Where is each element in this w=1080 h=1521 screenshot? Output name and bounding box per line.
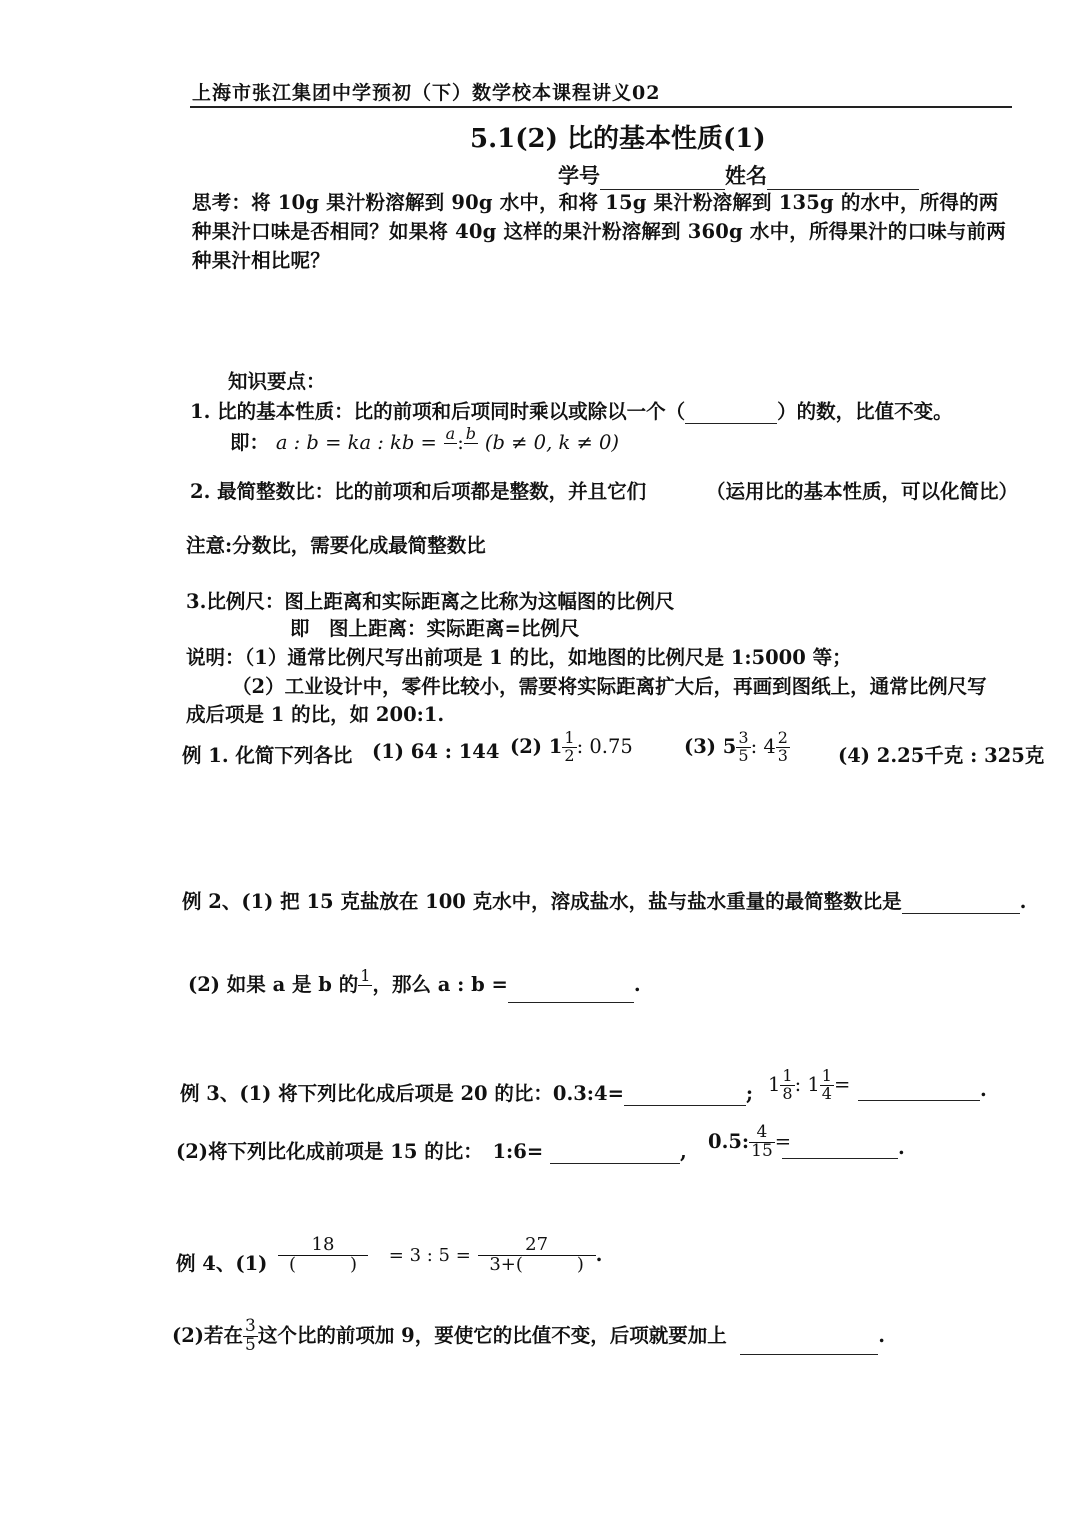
ex1-q3-frac1	[736, 730, 750, 765]
kp1-frac2-num: b	[465, 424, 477, 443]
ex4-q2-suffix: 这个比的前项加 9，要使它的比值不变，后项就要加上	[257, 1323, 727, 1347]
ex3-q1-text: 例 3、(1) 将下列比化成后项是 20 的比：0.3:4=	[180, 1082, 624, 1105]
knowledge-point-2: 2. 最简整数比：比的前项和后项都是整数，并且它们	[190, 480, 647, 503]
ex3-q1b-frac1-num: 1	[782, 1066, 793, 1085]
ex3-q2-blank-1[interactable]	[550, 1143, 680, 1164]
student-no-label: 学号	[558, 163, 600, 188]
ex3-q1b-answer	[858, 1078, 987, 1101]
example-4-q1	[278, 1236, 602, 1275]
ex3-q1b-prefix: 1	[768, 1072, 781, 1096]
ex3-q1b-mid: : 1	[794, 1072, 820, 1096]
ex4-q1-frac2	[478, 1236, 596, 1275]
header-divider	[190, 106, 1012, 108]
example-1-q4: (4) 2.25千克 : 325克	[838, 744, 1045, 767]
think-paragraph: 思考：将 10g 果汁粉溶解到 90g 水中，和将 15g 果汁粉溶解到 135g 的水中，所得的两种果汁口味是否相同？如果将 40g 这样的果汁粉溶解到 360g 水中，所得果汁的口味与前两种果汁相比呢？	[192, 191, 1006, 272]
ex3-q2b-eq: =	[774, 1129, 792, 1153]
ex2-q2-suffix: ，那么 a : b =	[372, 972, 508, 996]
knowledge-point-3: 3.比例尺：图上距离和实际距离之比称为这幅图的比例尺	[186, 590, 675, 613]
ex3-q1b-frac1	[780, 1068, 794, 1103]
knowledge-heading: 知识要点：	[228, 370, 326, 393]
ex2-q2-blank[interactable]	[508, 982, 634, 1003]
kp1-end: ）的数，比值不变。	[777, 400, 953, 423]
ex3-q1b-eq: =	[833, 1072, 851, 1096]
example-3-q2	[176, 1136, 687, 1164]
ex3-q2b-frac	[749, 1124, 775, 1161]
explain-1: 说明：（1）通常比例尺写出前项是 1 的比，如地图的比例尺是 1:5000 等；	[186, 646, 852, 669]
kp3-formula: 即 图上距离：实际距离=比例尺	[290, 617, 580, 640]
kp1-formula-prefix: 即：	[230, 430, 270, 454]
ex2-q2-frac-num: 1	[360, 966, 371, 985]
ex2-q1-blank[interactable]	[902, 893, 1020, 914]
ex3-q1b-frac2-den: 4	[821, 1083, 832, 1103]
ex4-q2-blank[interactable]	[740, 1334, 878, 1355]
ex1-q3-frac2-num: 2	[777, 728, 788, 747]
ex3-q2-comma: ,	[679, 1140, 687, 1163]
example-2-q2	[188, 968, 641, 1003]
example-1-q1: (1) 64 : 144	[372, 740, 500, 763]
ex2-q2-frac	[358, 968, 372, 1003]
ex4-q2-frac	[243, 1318, 258, 1355]
ex4-q1-frac2-num: 27	[478, 1236, 596, 1256]
ex3-q2-text: (2)将下列比化成前项是 15 的比： 1:6=	[176, 1140, 544, 1163]
name-blank[interactable]	[767, 169, 919, 190]
ex1-q2-frac	[562, 730, 576, 765]
ex3-q1b-frac2	[820, 1068, 834, 1103]
explain-2a: （2）工业设计中，零件比较小，需要将实际距离扩大后，再画到图纸上，通常比例尺写	[232, 675, 987, 698]
student-id-line	[558, 160, 919, 190]
ex4-q1-frac1-num[interactable]: 18	[278, 1236, 368, 1256]
student-no-blank[interactable]	[600, 169, 725, 190]
ex1-q3-frac2-den: 3	[777, 745, 788, 765]
ex1-q3-prefix: (3) 5	[684, 734, 737, 758]
note-text: 注意:分数比，需要化成最简整数比	[186, 534, 486, 557]
ex1-q3-frac1-num: 3	[738, 728, 749, 747]
ex4-q1-frac1-den[interactable]: ( )	[288, 1253, 358, 1275]
name-label: 姓名	[725, 163, 767, 188]
kp1-formula-condition: (b ≠ 0, k ≠ 0)	[484, 430, 620, 454]
example-1-q3	[684, 730, 790, 765]
ex4-q1-frac1	[278, 1236, 368, 1275]
ex3-q1-semicolon: ;	[745, 1082, 754, 1105]
document-header: 上海市张江集团中学预初（下）数学校本课程讲义02	[192, 82, 661, 104]
knowledge-point-1	[190, 396, 953, 424]
example-2-q1	[182, 886, 1026, 914]
kp1-text: 1. 比的基本性质：比的前项和后项同时乘以或除以一个（	[190, 400, 686, 423]
ex1-q2-prefix: (2) 1	[510, 734, 563, 758]
ex3-q1b-frac2-num: 1	[821, 1066, 832, 1085]
ex4-q1-frac2-den[interactable]: 3+( )	[489, 1253, 584, 1275]
ex4-q1-mid: = 3 : 5 =	[388, 1244, 471, 1266]
ex4-q2-frac-num: 3	[245, 1316, 256, 1336]
explain-2b: 成后项是 1 的比，如 200:1.	[186, 703, 445, 726]
ex3-q2b-answer	[782, 1136, 905, 1159]
ex3-q2b-prefix: 0.5:	[708, 1129, 750, 1153]
ex3-q2b-period: .	[898, 1136, 905, 1159]
example-1-q2	[510, 730, 633, 765]
ex4-q2-prefix: (2)若在	[172, 1323, 244, 1347]
kp1-frac2-den	[464, 444, 478, 461]
ex1-q3-mid: : 4	[750, 734, 776, 758]
kp1-frac1-num: a	[445, 424, 456, 443]
kp1-formula: 即： a : b = ka : kb = a : b (b ≠ 0, k ≠ 0)	[230, 426, 619, 461]
ex3-q2-blank-2[interactable]	[782, 1138, 898, 1159]
ex1-q3-frac1-den: 5	[738, 745, 749, 765]
knowledge-point-2-tail: （运用比的基本性质，可以化简比）	[706, 480, 1019, 503]
kp1-frac1-den	[444, 444, 458, 461]
ex1-q2-frac-num: 1	[564, 728, 575, 747]
ex2-q2-frac-den	[358, 986, 372, 1003]
kp1-frac-2	[464, 426, 478, 461]
ex2-q1-period: .	[1019, 890, 1027, 913]
example-3-q1b	[768, 1068, 850, 1103]
kp1-blank[interactable]	[685, 405, 777, 424]
ex4-q2-period: .	[878, 1323, 886, 1347]
ex3-q1b-period: .	[980, 1078, 987, 1101]
example-3-q2b	[708, 1124, 791, 1161]
ex3-q1b-frac1-den: 8	[782, 1083, 793, 1103]
example-3-q1	[180, 1078, 753, 1106]
page-title: 5.1(2) 比的基本性质(1)	[470, 124, 766, 154]
ex4-q2-frac-den: 5	[245, 1334, 256, 1355]
kp1-formula-main: a : b = ka : kb =	[275, 430, 437, 454]
ex2-q2-prefix: (2) 如果 a 是 b 的	[188, 972, 359, 996]
ex3-q2b-frac-den: 15	[751, 1140, 773, 1161]
ex4-q1-period: .	[595, 1242, 603, 1266]
ex3-q1-blank-1[interactable]	[624, 1085, 746, 1106]
ex3-q1-blank-2[interactable]	[858, 1080, 980, 1101]
kp1-frac-1	[444, 426, 458, 461]
ex2-q1-text: 例 2、(1) 把 15 克盐放在 100 克水中，溶成盐水，盐与盐水重量的最简整数比是	[182, 890, 902, 913]
example-1-label: 例 1. 化简下列各比	[182, 744, 353, 767]
ex1-q2-frac-den: 2	[564, 745, 575, 765]
ex1-q2-suffix: : 0.75	[576, 734, 633, 758]
example-4-q2	[172, 1318, 885, 1355]
ex1-q3-frac2	[776, 730, 790, 765]
ex3-q2b-frac-num: 4	[749, 1124, 775, 1143]
ex2-q2-period: .	[633, 972, 641, 996]
example-4-label: 例 4、(1)	[176, 1252, 268, 1275]
